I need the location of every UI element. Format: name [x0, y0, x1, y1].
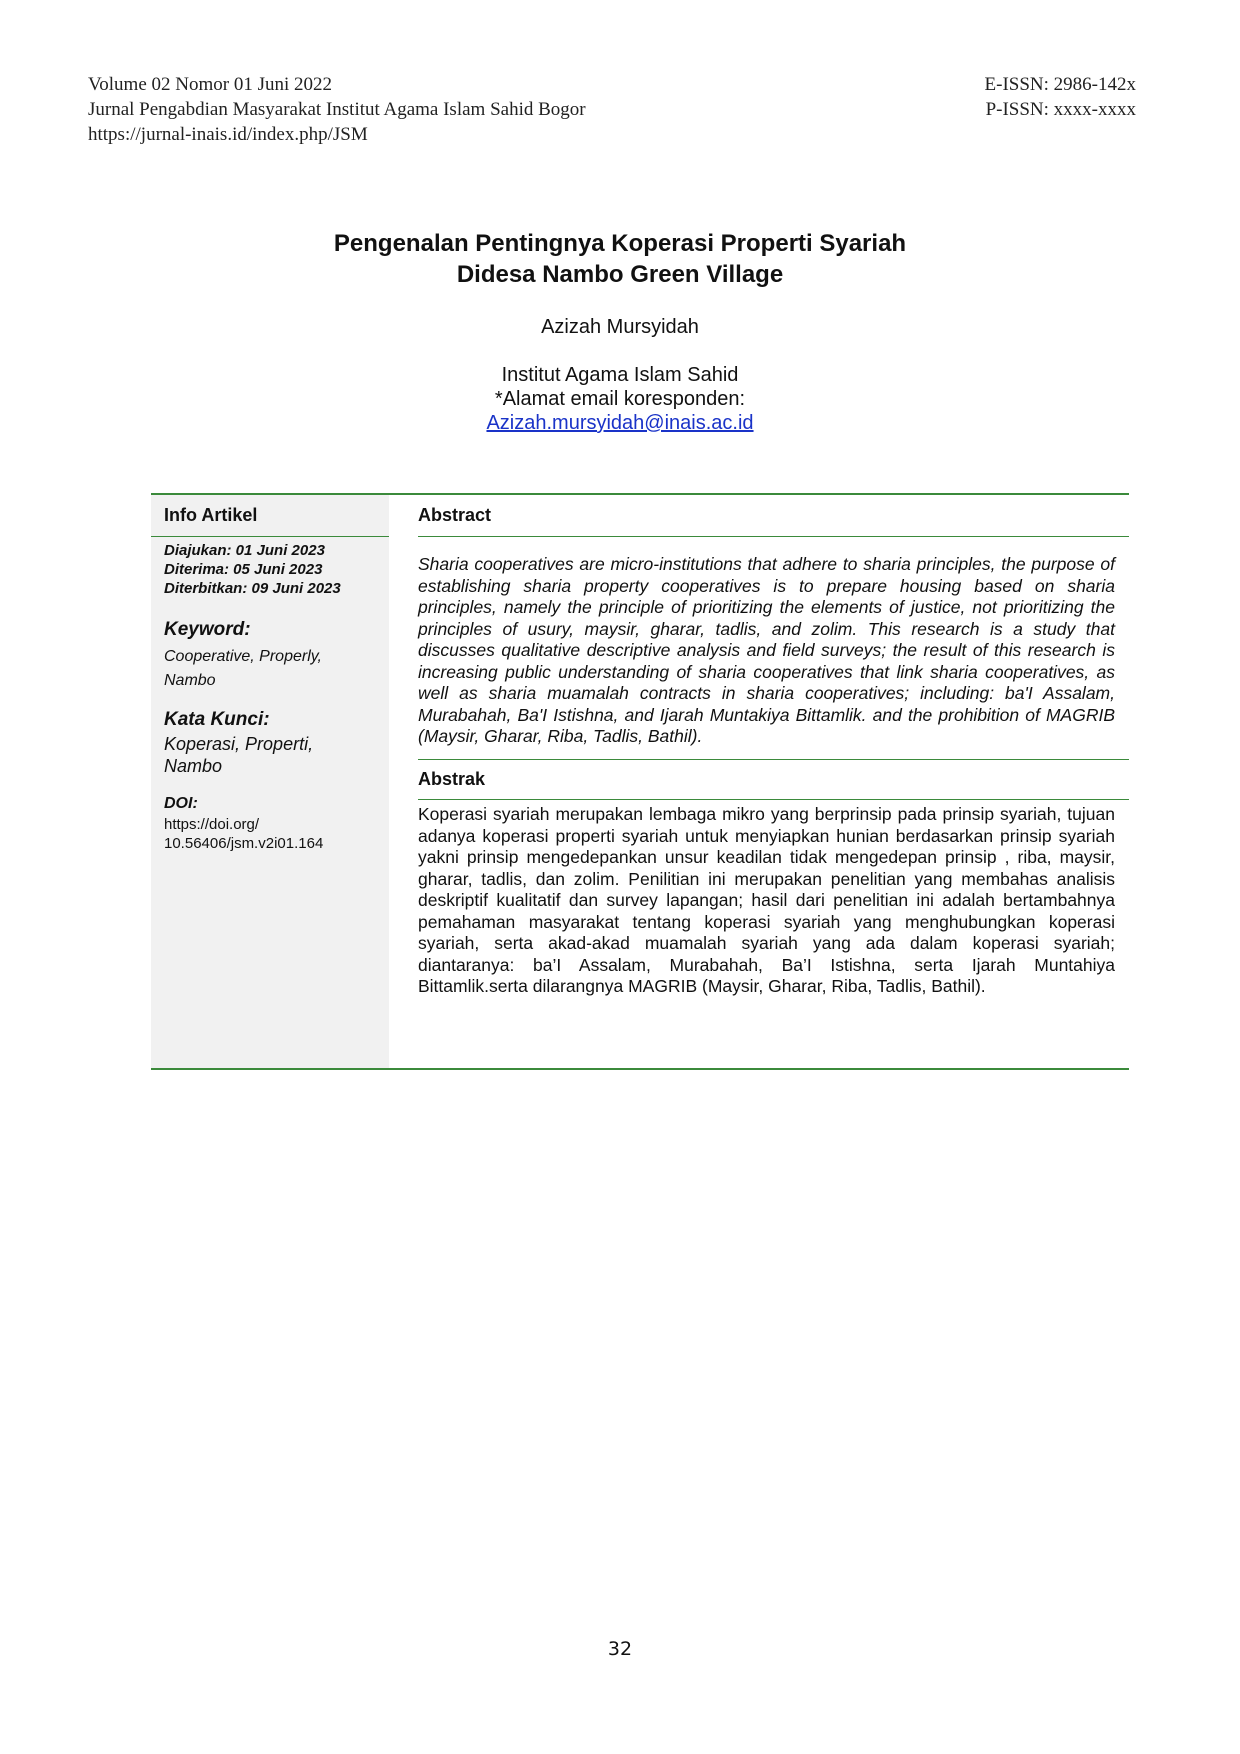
katakunci: Koperasi, Properti, Nambo: [164, 734, 314, 776]
volume-info: Volume 02 Nomor 01 Juni 2022: [88, 74, 333, 95]
header-right: [985, 72, 1136, 122]
author-name: Azizah Mursyidah: [541, 316, 699, 338]
published-date: Diterbitkan: 09 Juni 2023: [164, 580, 341, 597]
submitted-date: Diajukan: 01 Juni 2023: [164, 542, 325, 559]
article-info-box: [151, 493, 1129, 1070]
abstrak-text: Koperasi syariah merupakan lembaga mikro yang berprinsip pada prinsip syariah, tujuan adanya koperasi properti syariah untuk menyiapkan hunian berdasarkan prinsip syariah yakni prinsip mengedepankan unsur keadilan tidak mengedepan prinsip , riba, maysir, gharar, tadlis, dan zolim. Penilitian ini merupakan penelitian yang membahas analisis deskriptif kualitatif dan survey lapangan; hasil dari penelitian ini adalah bertambahnya pemahaman masyarakat tentang koperasi syariah yang menghubungkan koperasi syariah, serta akad-akad muamalah syariah yang ada dalam koperasi syariah; diantaranya: ba’I Assalam, Murabahah, Ba’I Istishna, serta Ijarah Muntahiya Bittamlik.serta dilarangnya MAGRIB (Maysir, Gharar, Riba, Tadlis, Bathil).: [418, 804, 1115, 996]
accepted-date: Diterima: 05 Juni 2023: [164, 561, 323, 578]
affiliation-block: [0, 363, 1240, 435]
abstrak-heading: Abstrak: [418, 769, 486, 789]
journal-url[interactable]: https://jurnal-inais.id/index.php/JSM: [88, 124, 368, 145]
info-divider: [151, 536, 389, 537]
katakunci-heading: Kata Kunci:: [164, 709, 270, 730]
abstrak-divider: [418, 799, 1129, 800]
abstract-text: Sharia cooperatives are micro-institutions that adhere to sharia principles, the purpose of establishing sharia property cooperatives is to prepare housing based on sharia principles, namely the principle of prioritizing the elements of justice, not prioritizing the principles of usury, maysir, gharar, tadlis, and zolim. This research is a study that discusses qualitative descriptive analysis and field surveys; the result of this research is increasing public understanding of sharia cooperatives that link sharia cooperatives, as well as sharia muamalah contracts in sharia cooperatives; including: ba'I Assalam, Murabahah, Ba'I Istishna, and Ijarah Muntakiya Bittamlik. and the prohibition of MAGRIB (Maysir, Gharar, Riba, Tadlis, Bathil).: [418, 554, 1115, 746]
eissn: E-ISSN: 2986-142x: [984, 74, 1136, 95]
pissn: P-ISSN: xxxx-xxxx: [985, 99, 1136, 120]
abstract-heading: Abstract: [418, 505, 492, 525]
title-line-1: Pengenalan Pentingnya Koperasi Properti Syariah: [333, 230, 907, 257]
article-dates: [164, 541, 341, 598]
info-sidebar: [151, 495, 389, 1068]
doi-value: 10.56406/jsm.v2i01.164: [164, 835, 324, 852]
title-line-2: Didesa Nambo Green Village: [456, 261, 784, 288]
doi-link[interactable]: [164, 815, 384, 853]
header-left: [88, 72, 586, 147]
page-number: 32: [607, 1638, 633, 1660]
email-link[interactable]: Azizah.mursyidah@inais.ac.id: [486, 412, 754, 434]
doi-heading: DOI:: [164, 795, 198, 812]
doi-prefix: https://doi.org/: [164, 816, 260, 833]
info-heading: Info Artikel: [164, 505, 258, 525]
journal-name: Jurnal Pengabdian Masyarakat Institut Agama Islam Sahid Bogor: [88, 99, 586, 120]
paper-title: [0, 228, 1240, 290]
keywords: Cooperative, Properly, Nambo: [164, 648, 322, 689]
institution: Institut Agama Islam Sahid: [501, 364, 739, 386]
email-label: *Alamat email koresponden:: [494, 388, 746, 410]
keyword-heading: Keyword:: [164, 619, 251, 640]
abstrak-top-divider: [418, 759, 1129, 760]
abstract-divider: [418, 536, 1129, 537]
